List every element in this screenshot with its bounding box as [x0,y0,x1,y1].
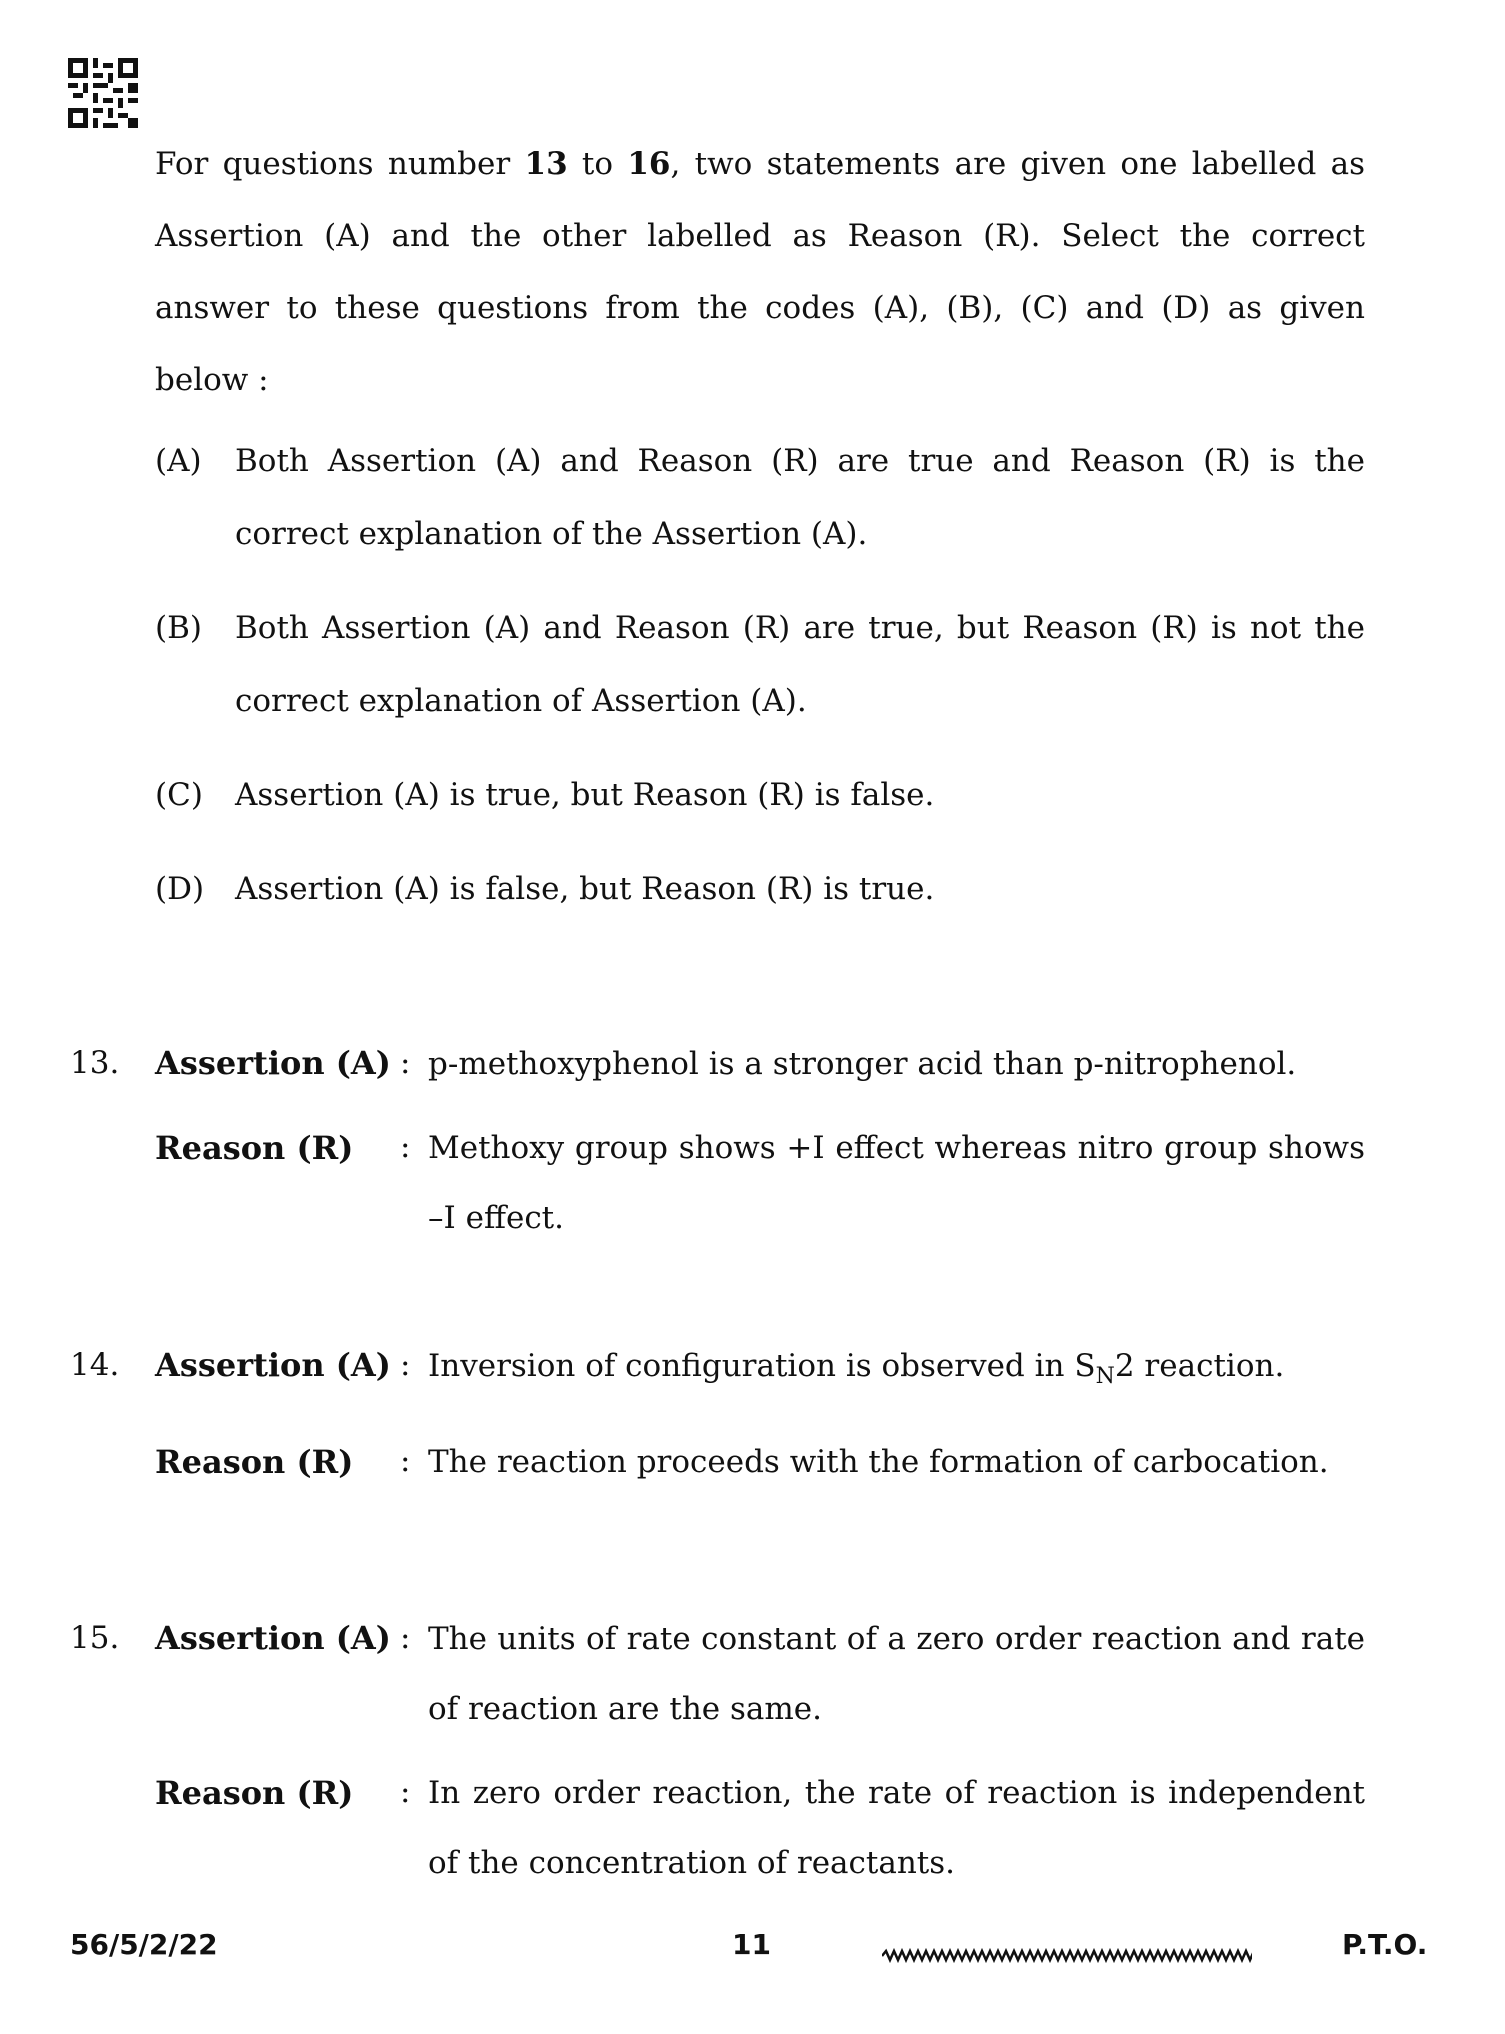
option-text: Assertion (A) is true, but Reason (R) is false. [235,777,935,813]
colon: : [400,1347,411,1383]
reason-label: Reason (R) [155,1443,354,1481]
colon: : [400,1443,411,1479]
reason-text: The reaction proceeds with the formation of carbocation. [428,1444,1329,1480]
option-b [155,592,1365,738]
page-number: 11 [732,1928,771,1961]
assertion-label: Assertion (A) [155,1346,391,1384]
option-code: (C) [155,777,203,813]
assertion-text: The units of rate constant of a zero order reaction and rate of reaction are the same. [428,1621,1365,1727]
colon: : [400,1620,411,1656]
option-code: (B) [155,610,202,646]
question-number: 14. [70,1347,120,1383]
option-a [155,425,1365,571]
option-d [155,853,1365,926]
assertion-text: Inversion of configuration is observed in $S_N2$ reaction. [428,1348,1285,1389]
wavy-line-decoration [882,1946,1252,1966]
assertion-label: Assertion (A) [155,1044,391,1082]
question-number: 15. [70,1620,120,1656]
reason-label: Reason (R) [155,1129,354,1167]
paper-code: 56/5/2/22 [70,1928,218,1961]
assertion-text: p-methoxyphenol is a stronger acid than p-nitrophenol. [428,1046,1297,1082]
colon: : [400,1045,411,1081]
option-code: (A) [155,443,202,479]
assertion-label: Assertion (A) [155,1619,391,1657]
option-text: Both Assertion (A) and Reason (R) are true and Reason (R) is the correct explanation of the Assertion (A). [235,443,1365,552]
option-text: Assertion (A) is false, but Reason (R) is true. [235,871,935,907]
colon: : [400,1129,411,1165]
option-code: (D) [155,871,205,907]
instructions-paragraph: For questions number 13 to 16, two statements are given one labelled as Assertion (A) and the other labelled as Reason (R). Select the correct answer to these questions from the codes (A), (B), (C) and (D) as given below : [155,146,1365,398]
reason-text: Methoxy group shows +I effect whereas nitro group shows –I effect. [428,1130,1365,1236]
question-number: 13. [70,1045,120,1081]
pto-label: P.T.O. [1342,1928,1428,1961]
reason-label: Reason (R) [155,1774,354,1812]
reason-text: In zero order reaction, the rate of reaction is independent of the concentration of reactants. [428,1775,1365,1881]
colon: : [400,1774,411,1810]
option-text: Both Assertion (A) and Reason (R) are true, but Reason (R) is not the correct explanation of Assertion (A). [235,610,1365,719]
qr-code-icon [68,58,138,128]
option-c [155,759,1365,832]
